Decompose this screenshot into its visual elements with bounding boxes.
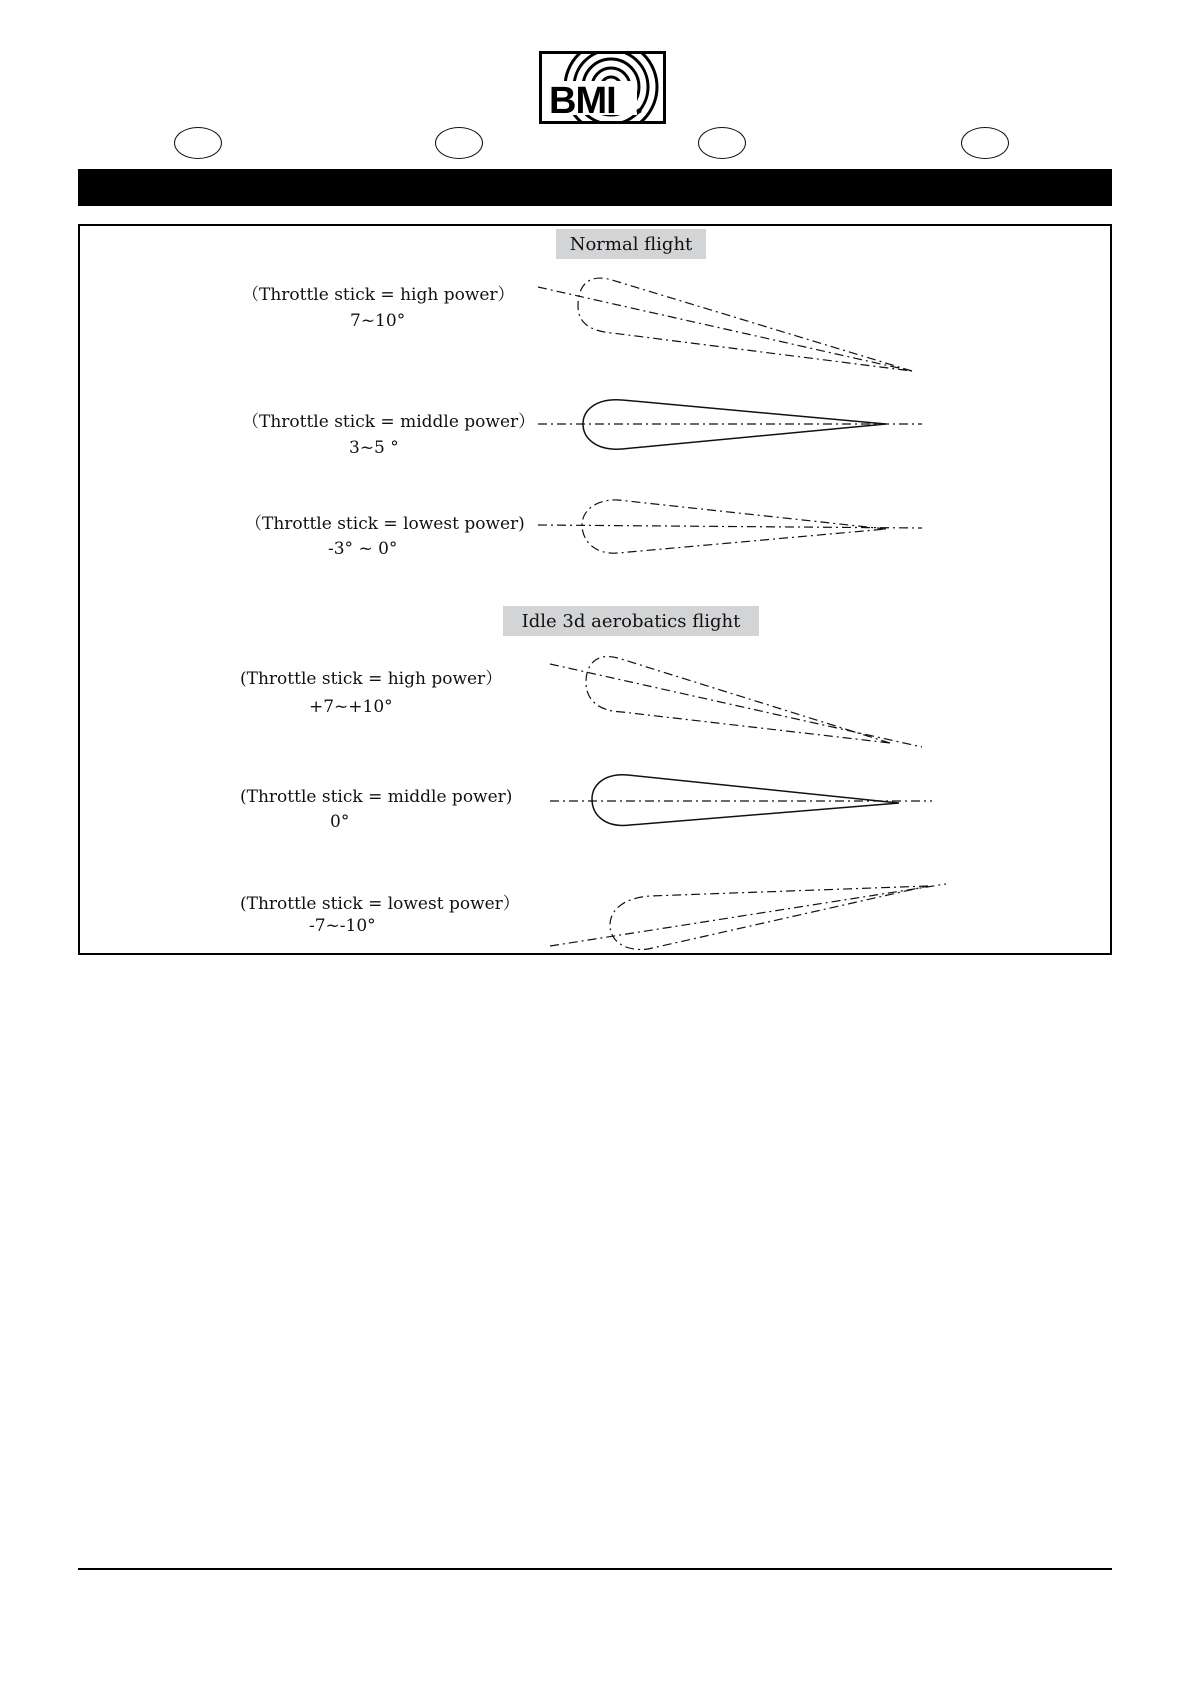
- row-label-normal-high: （Throttle stick = high power）: [242, 285, 515, 305]
- row-value-normal-lowest: -3° ~ 0°: [328, 539, 398, 559]
- section-title-normal-flight: Normal flight: [556, 229, 706, 259]
- header-bar: [78, 169, 1112, 206]
- language-marker-1: [174, 127, 222, 159]
- row-label-idle-lowest: (Throttle stick = lowest power）: [240, 894, 520, 914]
- language-marker-4: [961, 127, 1009, 159]
- row-label-normal-lowest: （Throttle stick = lowest power): [245, 514, 525, 534]
- language-marker-3: [698, 127, 746, 159]
- footer-rule: [78, 1568, 1112, 1570]
- row-label-idle-middle: (Throttle stick = middle power): [240, 787, 513, 807]
- language-marker-2: [435, 127, 483, 159]
- row-value-normal-high: 7~10°: [350, 311, 406, 331]
- pitch-diagram-frame: [78, 224, 1112, 955]
- row-label-normal-middle: （Throttle stick = middle power）: [242, 412, 536, 432]
- row-value-idle-middle: 0°: [330, 812, 350, 832]
- row-value-normal-middle: 3~5 °: [349, 438, 399, 458]
- section-title-idle-3d-flight: Idle 3d aerobatics flight: [503, 606, 759, 636]
- logo-text: BMI: [549, 80, 616, 122]
- row-label-idle-high: (Throttle stick = high power）: [240, 669, 503, 689]
- row-value-idle-high: +7~+10°: [309, 697, 393, 717]
- row-value-idle-lowest: -7~-10°: [309, 916, 376, 936]
- bmi-logo: [539, 51, 666, 124]
